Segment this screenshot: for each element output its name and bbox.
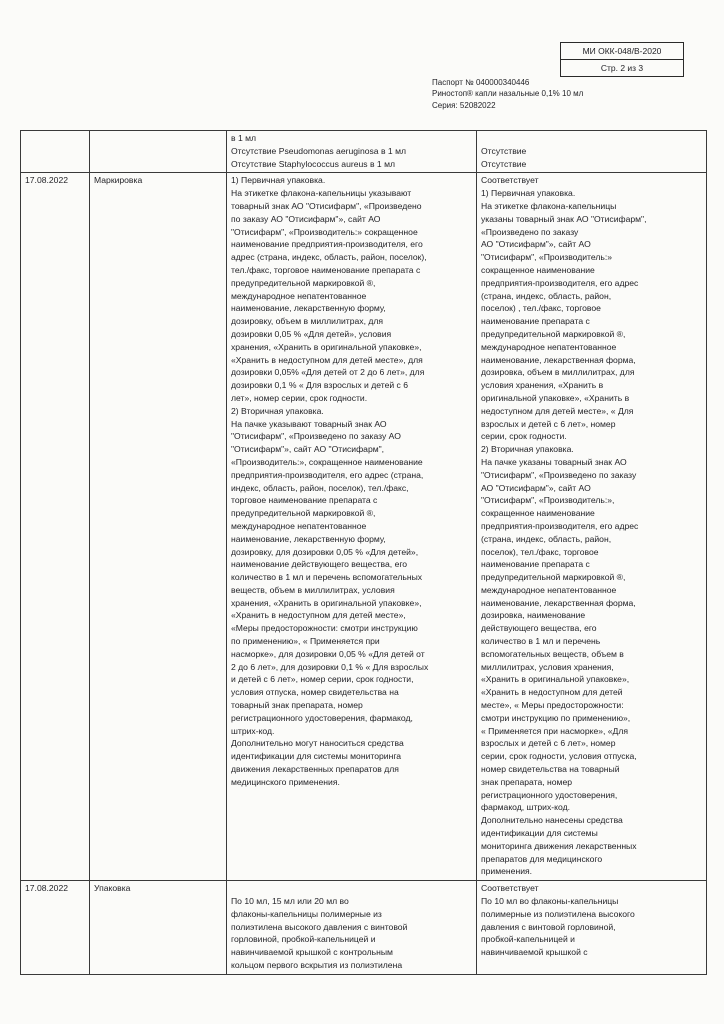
- text-line: вспомогательных веществ, объем в: [481, 648, 624, 659]
- passport-header: [432, 77, 583, 111]
- text-line: АО "Отисифарм"», сайт АО: [481, 482, 591, 493]
- test-name-text: Упаковка: [94, 883, 131, 894]
- text-line: условия хранения, «Хранить в: [481, 380, 604, 391]
- document-code: МИ ОКК-048/В-2020: [582, 46, 662, 56]
- text-line: наименование действующего вещества, его: [231, 559, 408, 570]
- text-line: навинчиваемой крышкой с: [481, 947, 588, 958]
- text-line: движения лекарственных препаратов для: [231, 764, 399, 775]
- text-line: "Отисифарм", «Производитель:»: [481, 252, 613, 263]
- text-line: «Произведено по заказу: [481, 226, 579, 237]
- text-line: международное непатентованное: [481, 341, 617, 352]
- text-line: мониторинга движения лекарственных: [481, 840, 637, 851]
- specification-cell: [227, 131, 477, 173]
- text-line: (страна, индекс, область, район,: [481, 290, 612, 301]
- result-cell: [477, 881, 707, 975]
- text-line: взрослых и детей с 6 лет», номер: [481, 738, 616, 749]
- text-line: [481, 132, 702, 145]
- text-line: наименование, лекарственную форму,: [231, 533, 386, 544]
- text-line: Дополнительно могут наноситься средства: [231, 738, 404, 749]
- text-line: Соответствует: [481, 175, 539, 186]
- text-line: предприятия-производителя, его адрес: [481, 277, 639, 288]
- text-line: дозировка, объем в миллилитрах, для: [481, 367, 635, 378]
- text-line: и детей с 6 лет», номер серии, срок годности,: [231, 674, 414, 685]
- text-line: Дополнительно нанесены средства: [481, 815, 623, 826]
- text-line: "Отисифарм", «Производитель:»,: [481, 495, 615, 506]
- text-line: По 10 мл во флаконы-капельницы: [481, 896, 619, 907]
- text-line: дозировки 0,1 % « Для взрослых и детей с 6: [231, 380, 409, 391]
- text-line: наименование, лекарственную форму,: [231, 303, 386, 314]
- text-line: дозировки 0,05% «Для детей от 2 до 6 лет», для: [231, 367, 425, 378]
- text-line: предупредительной маркировкой ®,: [481, 328, 626, 339]
- text-line: адрес (страна, индекс, область, район, поселок),: [231, 252, 427, 263]
- text-line: по заказу АО "Отисифарм"», сайт АО: [231, 213, 381, 224]
- text-line: индекс, область, район, поселок), тел./факс,: [231, 482, 409, 493]
- text-line: «Хранить в недоступном для детей: [481, 687, 623, 698]
- text-line: полиэтилена высокого давления с винтовой: [231, 921, 408, 932]
- text-line: серии, срок годности, условия отпуска,: [481, 751, 637, 762]
- text-line: предупредительной маркировкой ®,: [481, 572, 626, 583]
- text-line: 1) Первичная упаковка.: [231, 175, 326, 186]
- text-line: предприятия-производителя, его адрес (страна,: [231, 469, 424, 480]
- table-row: [21, 173, 707, 881]
- test-name-text: Маркировка: [94, 175, 143, 186]
- text-line: поселок) , тел./факс, торговое: [481, 303, 601, 314]
- date-text: 17.08.2022: [25, 883, 69, 894]
- text-line: дозировку, объем в миллилитрах, для: [231, 316, 384, 327]
- table-row: [21, 131, 707, 173]
- text-line: наименование препарата с: [481, 316, 590, 327]
- text-line: «Хранить в недоступном для детей месте», для: [231, 354, 423, 365]
- date-text: 17.08.2022: [25, 175, 69, 186]
- text-line: идентификации для системы мониторинга: [231, 751, 402, 762]
- text-line: лет», номер серии, срок годности.: [231, 392, 368, 403]
- text-line: регистрационного удостоверения,: [481, 789, 618, 800]
- table-row: [21, 881, 707, 975]
- result-cell: [477, 173, 707, 881]
- text-line: применения.: [481, 866, 533, 877]
- text-line: условия отпуска, номер свидетельства на: [231, 687, 399, 698]
- text-line: сокращенное наименование: [481, 264, 595, 275]
- text-line: сокращенное наименование: [481, 508, 595, 519]
- text-line: Отсутствие Staphylococcus aureus в 1 мл: [231, 158, 396, 169]
- text-line: серии, срок годности.: [481, 431, 567, 442]
- text-line: (страна, индекс, область, район,: [481, 533, 612, 544]
- text-line: фармакод, штрих-код.: [481, 802, 570, 813]
- text-line: наименование препарата с: [481, 559, 590, 570]
- text-line: 2 до 6 лет», для дозировки 0,1 % « Для взрослых: [231, 661, 429, 672]
- text-line: месте», « Меры предосторожности:: [481, 700, 624, 711]
- text-line: "Отисифарм", «Производитель:» сокращенное: [231, 226, 418, 237]
- text-line: «Меры предосторожности: смотри инструкцию: [231, 623, 418, 634]
- text-line: наименование, лекарственная форма,: [481, 354, 636, 365]
- text-line: миллилитрах, условия хранения,: [481, 661, 614, 672]
- text-line: в 1 мл: [231, 133, 257, 143]
- text-line: веществ, объем в миллилитрах, условия: [231, 584, 395, 595]
- text-line: количество в 1 мл и перечень вспомогательных: [231, 572, 423, 583]
- text-line: предупредительной маркировкой ®,: [231, 277, 376, 288]
- text-line: хранения, «Хранить в оригинальной упаковке»,: [231, 341, 422, 352]
- passport-number: Паспорт № 040000340446: [432, 78, 530, 87]
- text-line: смотри инструкцию по применению»,: [481, 712, 631, 723]
- text-line: препаратов для медицинского: [481, 853, 603, 864]
- text-line: количество в 1 мл и перечень: [481, 636, 601, 647]
- text-line: указаны товарный знак АО "Отисифарм",: [481, 213, 647, 224]
- text-line: предприятия-производителя, его адрес: [481, 520, 639, 531]
- text-line: идентификации для системы: [481, 828, 598, 839]
- text-line: предупредительной маркировкой ®,: [231, 508, 376, 519]
- text-line: АО "Отисифарм"», сайт АО: [481, 239, 591, 250]
- text-line: "Отисифарм"», сайт АО "Отисифарм",: [231, 444, 385, 455]
- text-line: дозировки 0,05 % «Для детей», условия: [231, 328, 392, 339]
- text-line: товарный знак препарата, номер: [231, 700, 363, 711]
- text-line: штрих-код.: [231, 725, 275, 736]
- text-line: На пачке указаны товарный знак АО: [481, 456, 627, 467]
- text-line: действующего вещества, его: [481, 623, 597, 634]
- text-line: оригинальной упаковке», «Хранить в: [481, 392, 630, 403]
- text-line: На пачке указывают товарный знак АО: [231, 418, 387, 429]
- text-line: хранения, «Хранить в оригинальной упаковке»,: [231, 597, 422, 608]
- text-line: « Применяется при насморке», «Для: [481, 725, 629, 736]
- text-line: «Производитель:», сокращенное наименование: [231, 456, 423, 467]
- text-line: дозировку, для дозировки 0,05 % «Для детей»,: [231, 546, 419, 557]
- specification-cell: [227, 881, 477, 975]
- date-cell: [21, 881, 90, 975]
- text-line: наименование предприятия-производителя, его: [231, 239, 423, 250]
- text-line: Отсутствие Pseudomonas aeruginosa в 1 мл: [231, 145, 407, 156]
- text-line: [231, 882, 472, 895]
- test-results-table: [20, 130, 707, 975]
- text-line: "Отисифарм", «Произведено по заказу АО: [231, 431, 401, 442]
- text-line: недоступном для детей месте», « Для: [481, 405, 634, 416]
- text-line: полимерные из полиэтилена высокого: [481, 908, 635, 919]
- test-name-cell: [90, 881, 227, 975]
- text-line: наименование, лекарственная форма,: [481, 597, 636, 608]
- specification-cell: [227, 173, 477, 881]
- text-line: Соответствует: [481, 883, 539, 894]
- text-line: тел./факс, торговое наименование препарата с: [231, 264, 421, 275]
- text-line: номер свидетельства на товарный: [481, 764, 620, 775]
- text-line: давления с винтовой горловиной,: [481, 921, 616, 932]
- text-line: На этикетке флакона-капельницы: [481, 200, 617, 211]
- text-line: международное непатентованное: [481, 584, 617, 595]
- date-cell: [21, 173, 90, 881]
- text-line: Отсутствие: [481, 158, 527, 169]
- text-line: регистрационного удостоверения, фармакод,: [231, 712, 413, 723]
- text-line: На этикетке флакона-капельницы указывают: [231, 188, 412, 199]
- text-line: знак препарата, номер: [481, 776, 573, 787]
- text-line: торговое наименование препарата с: [231, 495, 378, 506]
- page-number: Стр. 2 из 3: [561, 59, 683, 76]
- text-line: навинчиваемой крышкой с контрольным: [231, 947, 393, 958]
- text-line: Отсутствие: [481, 145, 527, 156]
- text-line: «Хранить в оригинальной упаковке»,: [481, 674, 630, 685]
- text-line: по применению», « Применяется при: [231, 636, 380, 647]
- text-line: международное непатентованное: [231, 290, 367, 301]
- text-line: 1) Первичная упаковка.: [481, 188, 576, 199]
- text-line: международное непатентованное: [231, 520, 367, 531]
- product-name: Риностоп® капли назальные 0,1% 10 мл: [432, 89, 584, 99]
- text-line: «Хранить в недоступном для детей месте»,: [231, 610, 406, 621]
- date-cell: [21, 131, 90, 173]
- text-line: медицинского применения.: [231, 776, 340, 787]
- text-line: взрослых и детей с 6 лет», номер: [481, 418, 616, 429]
- text-line: 2) Вторичная упаковка.: [481, 444, 574, 455]
- test-name-cell: [90, 131, 227, 173]
- text-line: насморке», для дозировки 0,05 % «Для детей от: [231, 648, 425, 659]
- text-line: кольцом первого вскрытия из полиэтилена: [231, 960, 403, 970]
- text-line: горловиной, пробкой-капельницей и: [231, 934, 376, 945]
- text-line: флаконы-капельницы полимерные из: [231, 908, 382, 919]
- series-number: Серия: 52082022: [432, 100, 496, 110]
- text-line: пробкой-капельницей и: [481, 934, 575, 945]
- document-code-box: [560, 42, 684, 77]
- text-line: дозировка, наименование: [481, 610, 586, 621]
- result-cell: [477, 131, 707, 173]
- text-line: "Отисифарм", «Произведено по заказу: [481, 469, 637, 480]
- text-line: поселок), тел./факс, торговое: [481, 546, 599, 557]
- test-name-cell: [90, 173, 227, 881]
- text-line: 2) Вторичная упаковка.: [231, 405, 324, 416]
- text-line: товарный знак АО "Отисифарм", «Произведено: [231, 200, 422, 211]
- text-line: По 10 мл, 15 мл или 20 мл во: [231, 896, 349, 907]
